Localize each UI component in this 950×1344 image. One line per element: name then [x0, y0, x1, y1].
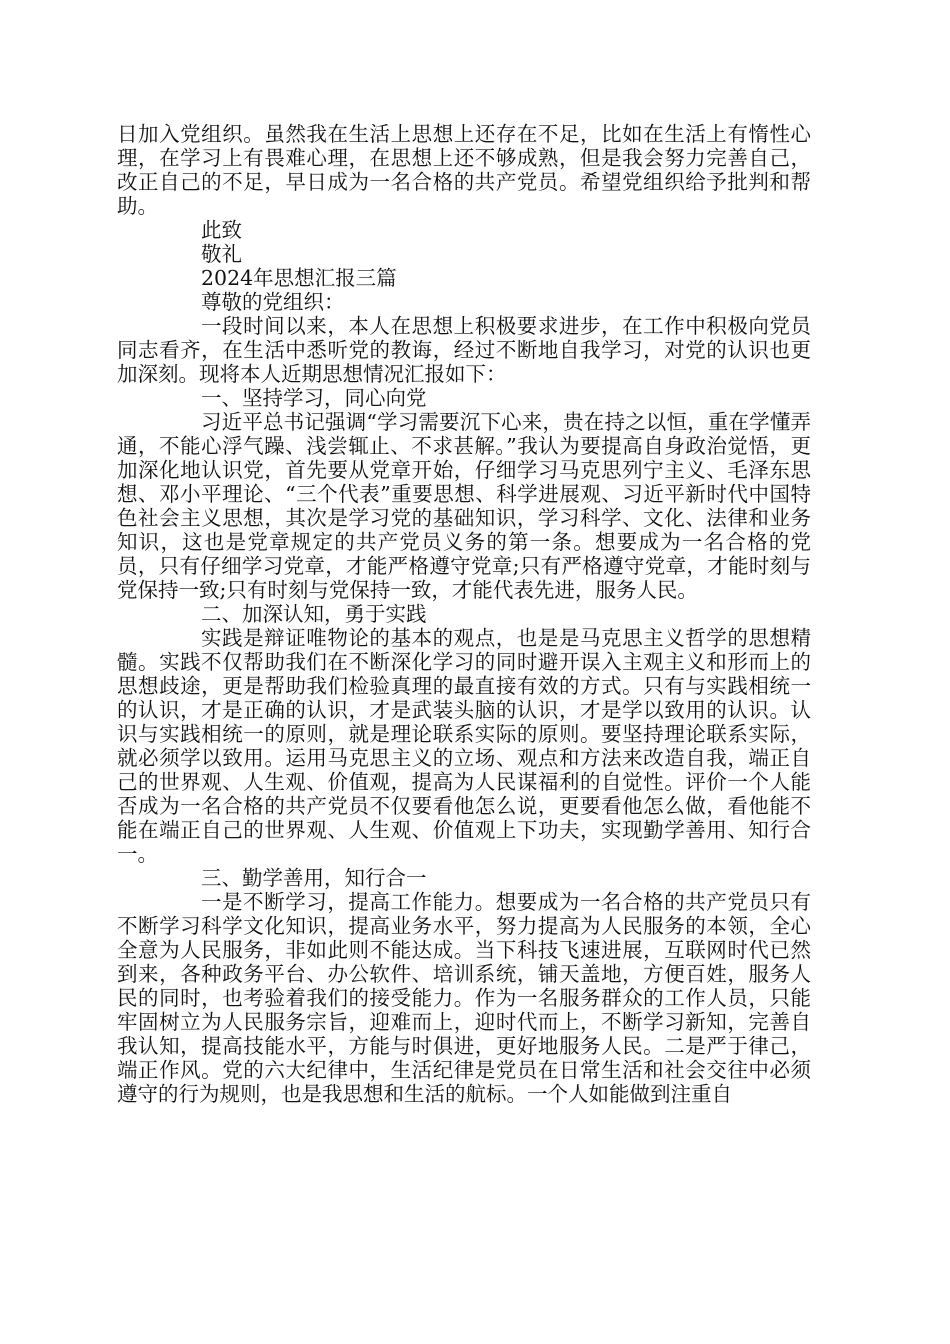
paragraph-continuation: 日加入党组织。虽然我在生活上思想上还存在不足，比如在生活上有惰性心理，在学习上有畏难心理，在思想上还不够成熟，但是我会努力完善自己，改正自己的不足，早日成为一名合格的共产党员。希望党组织给予批判和帮助。 [117, 122, 811, 218]
greeting: 尊敬的党组织： [201, 290, 345, 314]
section-3-paragraph: 一是不断学习，提高工作能力。想要成为一名合格的共产党员只有不断学习科学文化知识，提高业务水平，努力提高为人民服务的本领，全心全意为人民服务，非如此则不能达成。当下科技飞速进展，互联网时代已然到来，各种政务平台、办公软件、培训系统，铺天盖地，方便百姓，服务人民的同时，也考验着我们的接受能力。作为一名服务群众的工作人员，只能牢固树立为人民服务宗旨，迎难而上，迎时代而上，不断学习新知，完善自我认知，提高技能水平，方能与时俱进，更好地服务人民。二是严于律己，端正作风。党的六大纪律中，生活纪律是党员在日常生活和社会交往中必须遵守的行为规则，也是我思想和生活的航标。一个人如能做到注重自 [117, 890, 811, 1106]
section-heading-1: 一、坚持学习，同心向党 [201, 386, 427, 410]
closing-regards: 敬礼 [201, 242, 242, 266]
section-1-paragraph: 习近平总书记强调“学习需要沉下心来，贵在持之以恒，重在学懂弄通，不能心浮气躁、浅尝辄止、不求甚解。”我认为要提高自身政治觉悟，更加深化地认识党，首先要从党章开始，仔细学习马克思列宁主义、毛泽东思想、邓小平理论、“三个代表”重要思想、科学进展观、习近平新时代中国特色社会主义思想，其次是学习党的基础知识，学习科学、文化、法律和业务知识，这也是党章规定的共产党员义务的第一条。想要成为一名合格的党员，只有仔细学习党章，才能严格遵守党章;只有严格遵守党章，才能时刻与党保持一致;只有时刻与党保持一致，才能代表先进，服务人民。 [117, 410, 811, 602]
document-page [117, 122, 811, 1106]
section-2-paragraph: 实践是辩证唯物论的基本的观点，也是是马克思主义哲学的思想精髓。实践不仅帮助我们在不断深化学习的同时避开误入主观主义和形而上的思想歧途，更是帮助我们检验真理的最直接有效的方式。只有与实践相统一的认识，才是正确的认识，才是武装头脑的认识，才是学以致用的认识。认识与实践相统一的原则，就是理论联系实际的原则。要坚持理论联系实际，就必须学以致用。运用马克思主义的立场、观点和方法来改造自我，端正自己的世界观、人生观、价值观，提高为人民谋福利的自觉性。评价一个人能否成为一名合格的共产党员不仅要看他怎么说，更要看他怎么做，看他能不能在端正自己的世界观、人生观、价值观上下功夫，实现勤学善用、知行合一。 [117, 626, 811, 866]
section-heading-3: 三、勤学善用，知行合一 [201, 866, 427, 890]
intro-paragraph: 一段时间以来，本人在思想上积极要求进步，在工作中积极向党员同志看齐，在生活中悉听党的教诲，经过不断地自我学习，对党的认识也更加深刻。现将本人近期思想情况汇报如下： [117, 314, 811, 386]
closing-salutation: 此致 [201, 218, 242, 242]
section-heading-2: 二、加深认知，勇于实践 [201, 602, 427, 626]
document-title: 2024年思想汇报三篇 [201, 266, 397, 290]
